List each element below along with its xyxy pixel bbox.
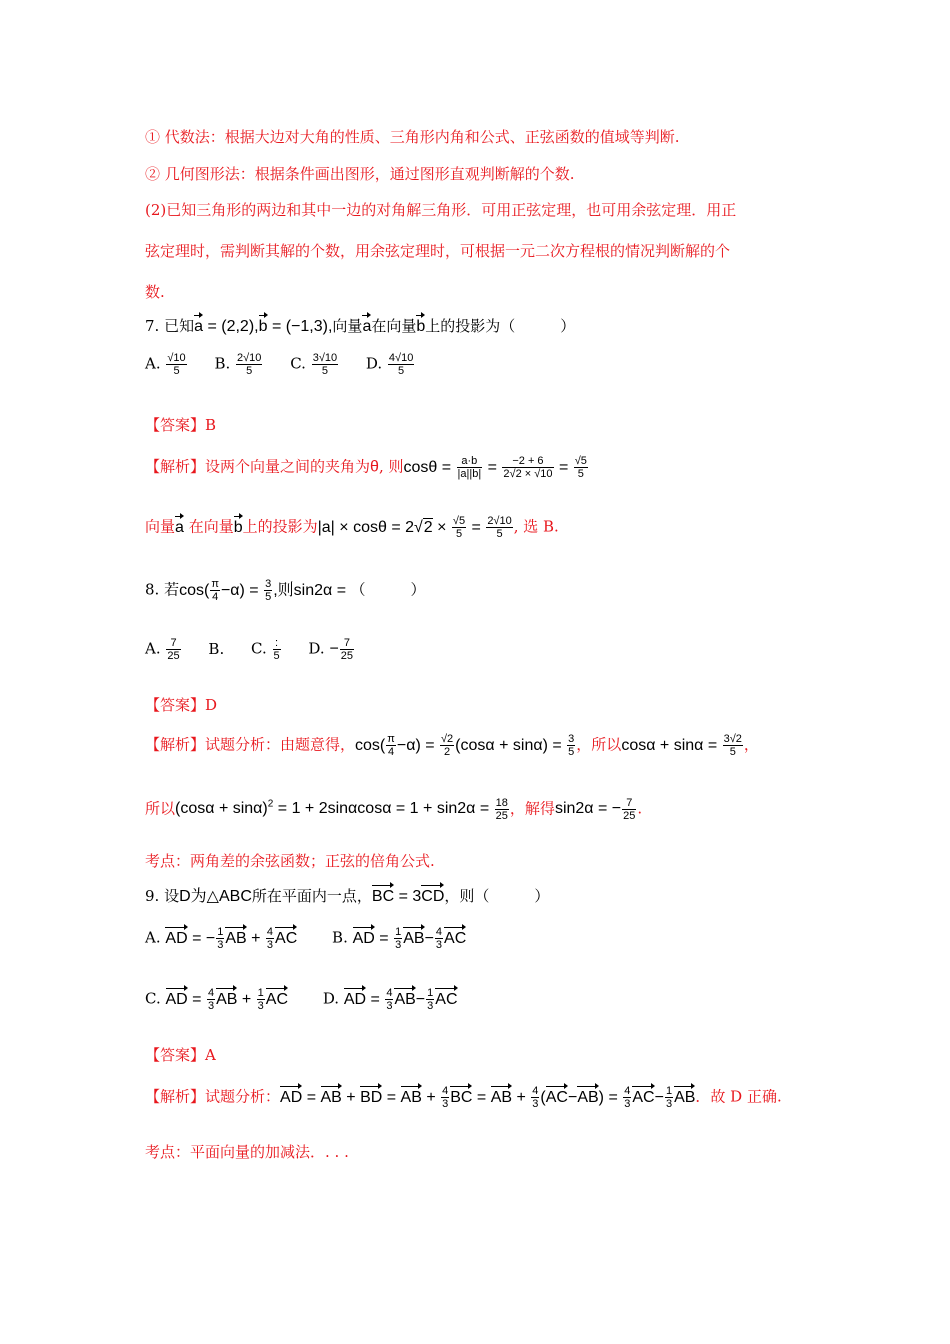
solution-7-line-2 (145, 515, 559, 540)
option-c[interactable] (145, 987, 288, 1012)
option-c[interactable] (290, 352, 339, 377)
option-formula: AD = $\frac{4}{3}$ AB− $\frac{1}{3}$ AC (343, 987, 458, 1012)
method-3-line-1: (2)已知三角形的两边和其中一边的对角解三角形．可用正弦定理，也可用余弦定理．用正 (145, 201, 737, 219)
question-9 (145, 886, 549, 907)
solution-text: ．故 D 正确. (695, 1087, 782, 1106)
vector-b-value: = (−1,3), (267, 318, 333, 335)
option-label: C. (251, 639, 267, 658)
answer-8 (145, 695, 217, 715)
answer-tag: 【答案】 (145, 696, 206, 714)
formula-triangle: D为△ABC (179, 888, 252, 905)
formula-projection: |a| × cosθ = 2√2 × $\frac{√5}{5}$ = $\frac{2√10}{5}$ (317, 515, 512, 540)
option-label: C. (145, 989, 161, 1008)
vector-a: a (194, 318, 204, 335)
formula-vector-sum: AD = AB + BD = AB + $\frac{4}{3}$ BC = AB + $\frac{4}{3}$ (AC−AB) = $\frac{4}{3}$ AC− $\frac{1}{3}$ AB (280, 1085, 696, 1110)
answer-tag: 【答案】 (145, 416, 206, 434)
question-8 (145, 578, 426, 603)
question-text: 上的投影为（ ） (425, 317, 576, 335)
question-text: 所在平面内一点， (251, 887, 372, 905)
question-text: ，则（ ） (444, 887, 550, 905)
solution-tag: 【解析】 (145, 1087, 206, 1106)
answer-9 (145, 1045, 216, 1065)
formula-cos-theta: cosθ = $\frac{a\cdot b}{|a||b|}$ = $\frac{-2 + 6}{2√2 \times √10}$ = $\frac{√5}{5}$ (403, 455, 587, 480)
option-d[interactable] (366, 352, 415, 377)
option-label: A. (145, 639, 161, 658)
option-label: D. (322, 989, 340, 1008)
solution-text: 所以 (145, 799, 176, 818)
solution-9-line-1 (145, 1085, 782, 1110)
method-3-line-2: 弦定理时，需判断其解的个数，用余弦定理时，可根据一元二次方程根的情况判断解的个 (145, 242, 731, 260)
question-9-options-row-2 (145, 987, 480, 1012)
question-number: 9. (145, 887, 160, 905)
kaodian-8: 考点：两角差的余弦函数；正弦的倍角公式. (145, 852, 435, 870)
option-fraction: $\frac{4√10}{5}$ (388, 352, 414, 377)
option-a[interactable] (145, 926, 297, 951)
answer-value: B (205, 416, 217, 434)
question-number: 7. (145, 317, 160, 335)
solution-text: 向量 (145, 517, 176, 536)
question-9-options-row-1 (145, 926, 488, 951)
solution-8-line-1: 【解析】试题分析：由题意得，cos( $\frac{\pi}{4}$ −α) = $\frac{√2}{2}$ (cosα + sinα) = $\frac{3}{5}$ ，所以cosα + sinα = $\frac{3√2}{5}$ ， (145, 733, 759, 758)
question-text: 若 (164, 580, 180, 599)
formula-cos-diff: cos( $\frac{\pi}{4}$ −α) = $\frac{√2}{2}$ (cosα + sinα) = $\frac{3}{5}$ (355, 733, 575, 758)
solution-text: 试题分析： (205, 1087, 281, 1106)
question-8-options (145, 637, 377, 662)
answer-value: A (205, 1046, 216, 1064)
option-label: B. (214, 354, 231, 373)
question-text: 在向量 (371, 317, 417, 335)
question-text: 已知 (164, 317, 195, 335)
solution-7-line-1 (145, 455, 589, 480)
option-b[interactable] (208, 639, 224, 659)
option-label: B. (208, 639, 225, 658)
solution-8-line-2: 所以$(\cos\alpha + \sin\alpha)^2 = 1 + 2\sin\alpha\cos\alpha = 1 + \sin 2\alpha$ = $\frac{18}{25}$ ，解得sin2α = − $\frac{7}{25}$ . (145, 796, 643, 822)
option-c[interactable] (251, 637, 282, 662)
solution-text: 在向量 (183, 517, 234, 536)
vector-b: b (233, 518, 243, 536)
option-a[interactable] (145, 352, 188, 377)
option-fraction: $\frac{:}{5}$ (273, 637, 280, 662)
solution-tag: 【解析】 (145, 457, 206, 476)
option-a[interactable] (145, 637, 182, 662)
solution-text: , 则 (378, 457, 404, 476)
solution-text: 设两个向量之间的夹角为 (205, 457, 371, 476)
solution-text: 上的投影为 (242, 517, 318, 536)
option-label: A. (145, 354, 161, 373)
option-label: B. (332, 928, 348, 947)
theta-symbol: θ (370, 458, 379, 476)
question-7 (145, 316, 575, 337)
vector-b: b (258, 318, 268, 335)
formula-condition: BC = 3CD (371, 888, 445, 905)
solution-text: 试题分析：由题意得， (205, 735, 356, 754)
answer-value: D (205, 696, 218, 714)
option-d[interactable] (323, 987, 458, 1012)
formula-sum: cosα + sinα = $\frac{3√2}{5}$ (621, 733, 742, 758)
option-fraction: $\frac{√10}{5}$ (167, 352, 186, 377)
option-formula: AD = $\frac{1}{3}$ AB− $\frac{4}{3}$ AC (352, 926, 467, 951)
option-label: C. (290, 354, 306, 373)
option-b[interactable] (214, 352, 263, 377)
option-fraction: $\frac{7}{25}$ (340, 637, 354, 662)
option-formula: AD = − $\frac{1}{3}$ AB + $\frac{4}{3}$ AC (165, 926, 298, 951)
option-d[interactable]: D. − $\frac{7}{25}$ (308, 637, 354, 662)
option-fraction: $\frac{7}{25}$ (167, 637, 180, 662)
formula-square: $(\cos\alpha + \sin\alpha)^2 = 1 + 2\sin\alpha\cos\alpha = 1 + \sin 2\alpha$ = $\frac{18}{25}$ (175, 796, 508, 822)
question-text: 向量 (332, 317, 363, 335)
vector-a-value: = (2,2), (203, 318, 259, 335)
question-7-options (145, 352, 437, 377)
answer-tag: 【答案】 (145, 1046, 206, 1064)
kaodian-9: 考点：平面向量的加减法．. . . (145, 1143, 349, 1161)
option-b[interactable] (332, 926, 466, 951)
vector-a: a (362, 318, 372, 335)
solution-text: 所以 (591, 735, 622, 754)
question-text: 设 (164, 887, 180, 905)
option-label: D. (365, 354, 383, 373)
solution-text: , 选 B. (513, 517, 559, 536)
question-number: 8. (145, 580, 160, 599)
question-text: （ ） (350, 580, 426, 599)
solution-tag: 【解析】 (145, 735, 206, 754)
answer-7 (145, 415, 216, 435)
vector-a: a (175, 518, 184, 536)
method-1: ① 代数法：根据大边对大角的性质、三角形内角和公式、正弦函数的值域等判断. (145, 128, 680, 146)
option-formula: AD = $\frac{4}{3}$ AB + $\frac{1}{3}$ AC (165, 987, 289, 1012)
option-label: D. (308, 639, 325, 658)
option-label: A. (145, 928, 161, 947)
solution-text: 解得 (524, 799, 555, 818)
option-fraction: $\frac{3√10}{5}$ (312, 352, 338, 377)
method-2: ② 几何图形法：根据条件画出图形，通过图形直观判断解的个数. (145, 165, 575, 183)
formula-result: sin2α = − $\frac{7}{25}$ (554, 796, 636, 822)
option-fraction: $\frac{2√10}{5}$ (237, 352, 262, 377)
method-3-line-3: 数. (145, 283, 165, 301)
formula-condition: cos( $\frac{\pi}{4}$ −α) = $\frac{3}{5}$ ,则sin2α = (179, 578, 351, 603)
vector-b: b (416, 318, 426, 335)
